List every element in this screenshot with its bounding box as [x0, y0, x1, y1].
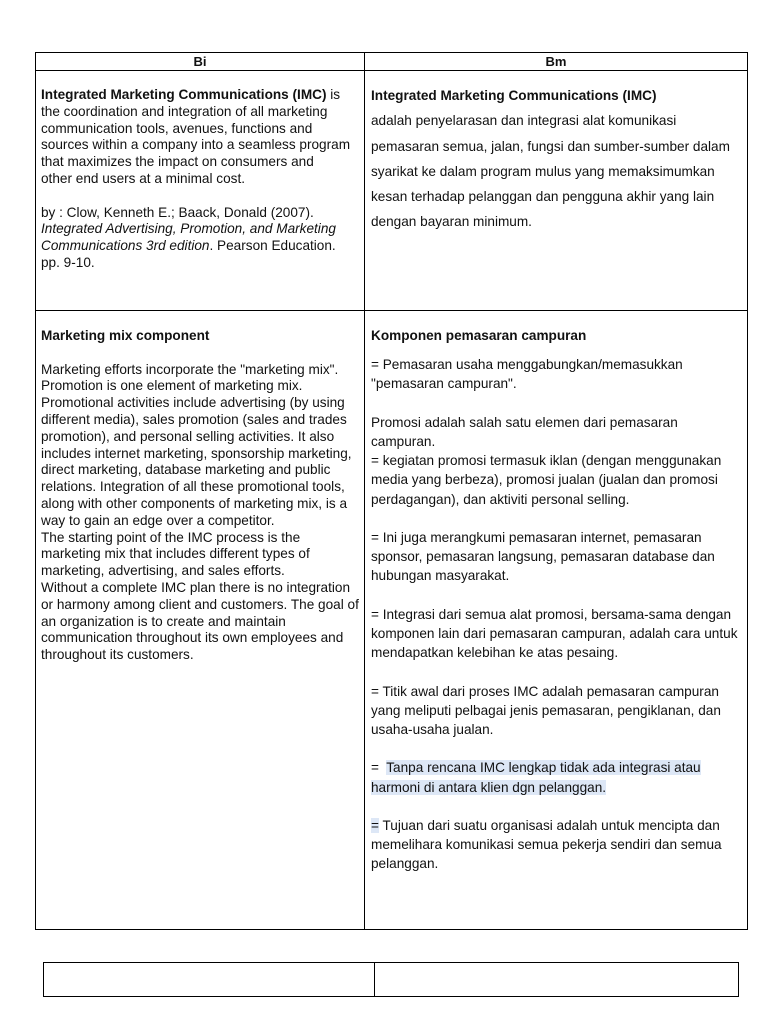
row2-bm-cell: [371, 326, 741, 874]
row1-en-reference: by : Clow, Kenneth E.; Baack, Donald (2007). Integrated Advertising, Promotion, and Marketing Communications 3rd edition. Pearson Education. pp. 9-10.: [41, 204, 336, 270]
row2-bm-p8: = Tujuan dari suatu organisasi adalah untuk mencipta dan memelihara komunikasi semua pekerja sendiri dan semua pelanggan.: [371, 817, 722, 872]
row2-bm-title: Komponen pemasaran campuran: [371, 328, 587, 343]
row2-en-cell: [41, 328, 359, 664]
row2-bm-p6: = Titik awal dari proses IMC adalah pemasaran campuran yang meliputi pelbagai jenis pemasaran, pengiklanan, dan usaha-usaha jualan.: [371, 683, 721, 737]
row2-en-para3: Without a complete IMC plan there is no integration or harmony among client and customers. The goal of an organization is to create and maintain communication throughout its own employees and throughout its customers.: [41, 579, 359, 663]
header-divider: [36, 70, 747, 71]
row1-bm-definition: adalah penyelarasan dan integrasi alat komunikasi pemasaran semua, jalan, fungsi dan sumber-sumber dalam syarikat ke dalam program mulus yang memaksimumkan kesan terhadap pelanggan dan pengguna akhir yang lain dengan bayaran minimum.: [371, 113, 730, 230]
highlighted-text: Tanpa rencana IMC lengkap tidak ada integrasi atau harmoni di antara klien dgn pelanggan.: [371, 760, 701, 795]
row2-en-para1: Marketing efforts incorporate the "marketing mix". Promotion is one element of marketing mix. Promotional activities include advertising (by using different media), sales promotion (sales and trades promotion), and personal selling activities. It also includes internet marketing, sponsorship marketing, direct marketing, database marketing and public relations. Integration of all these promotional tools, along with other components of marketing mix, is a way to gain an edge over a competitor.: [41, 361, 352, 528]
row1-en-definition-cont: other end users at a minimal cost.: [41, 170, 245, 186]
empty-table-row: [43, 962, 739, 997]
header-bi: Bi: [193, 54, 207, 69]
row2-bm-p5: = Integrasi dari semua alat promosi, bersama-sama dengan komponen lain dari pemasaran campuran, adalah cara untuk mendapatkan kelebihan ke atas pesaing.: [371, 606, 738, 661]
row1-en-definition: Integrated Marketing Communications (IMC) is the coordination and integration of all marketing communication tools, avenues, functions and sources within a company into a seamless program that maximizes the impact on consumers and: [41, 87, 351, 170]
row2-en-title: Marketing mix component: [41, 328, 210, 343]
row2-bm-p7: = Tanpa rencana IMC lengkap tidak ada integrasi atau harmoni di antara klien dgn pelanggan.: [371, 760, 701, 795]
row-divider: [36, 310, 747, 311]
row2-bm-p4: = Ini juga merangkumi pemasaran internet, pemasaran sponsor, pemasaran langsung, pemasaran database dan hubungan masyarakat.: [371, 530, 715, 584]
row2-bm-p3: = kegiatan promosi termasuk iklan (dengan menggunakan media yang berbeza), promosi jualan (jualan dan promosi perdagangan), dan aktiviti personal selling.: [371, 453, 722, 507]
comparison-table: [35, 52, 748, 930]
empty-table-divider: [374, 963, 375, 996]
row2-bm-p2: Promosi adalah salah satu elemen dari pemasaran campuran.: [371, 414, 678, 449]
row2-en-para2: The starting point of the IMC process is the marketing mix that includes different types of marketing, advertising, and sales efforts.: [41, 529, 310, 579]
row1-bm-cell: [371, 83, 743, 235]
header-bm: Bm: [545, 54, 567, 69]
row1-bm-title: Integrated Marketing Communications (IMC): [371, 88, 657, 103]
column-divider: [364, 53, 365, 929]
row1-en-cell: [41, 87, 357, 272]
row1-en-title: Integrated Marketing Communications (IMC): [41, 87, 327, 102]
row2-bm-p1: = Pemasaran usaha menggabungkan/memasukkan "pemasaran campuran".: [371, 357, 683, 392]
